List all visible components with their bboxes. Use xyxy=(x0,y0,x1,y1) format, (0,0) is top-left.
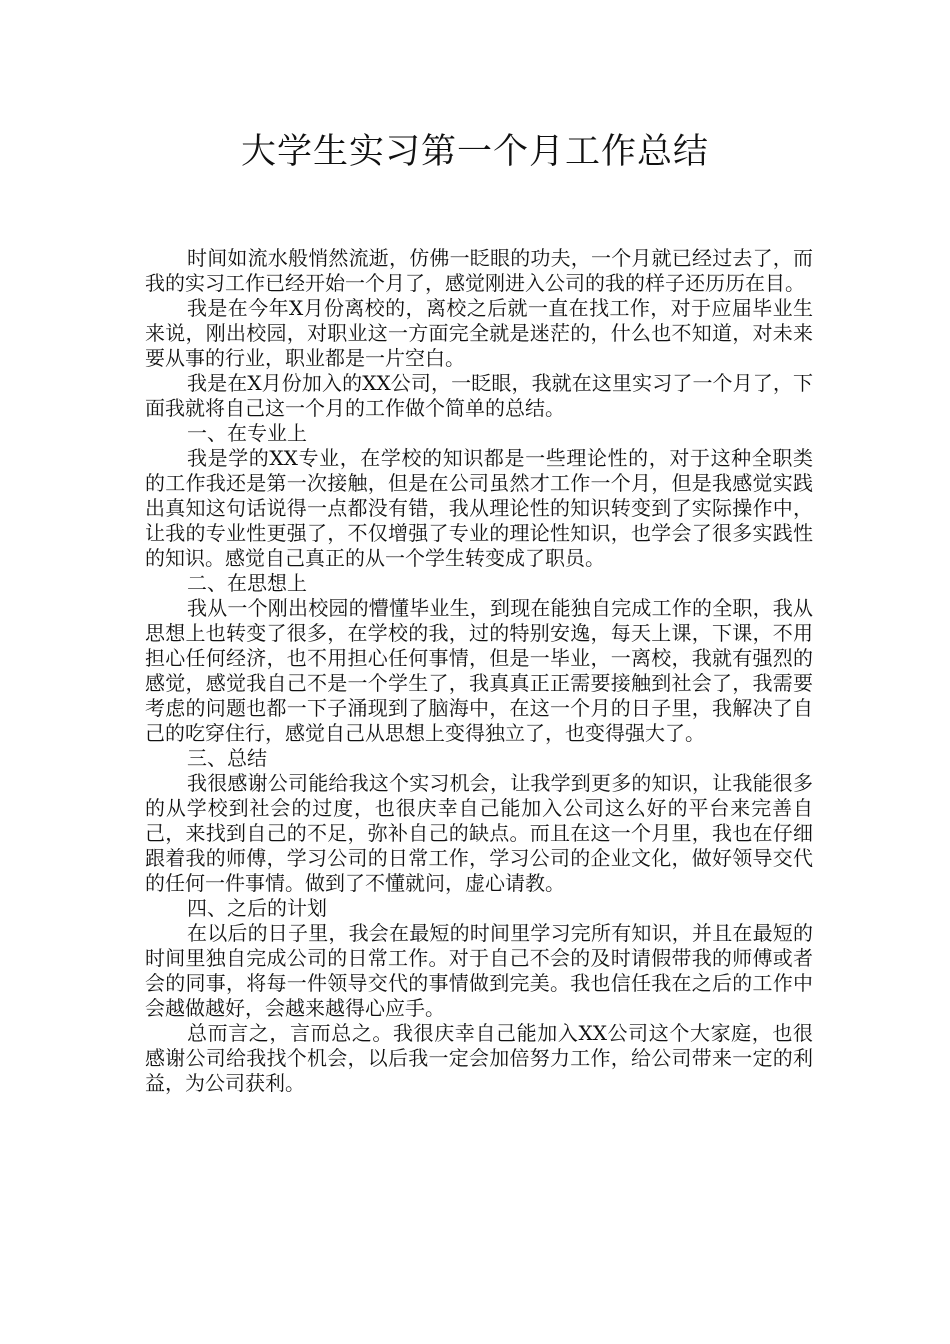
section-heading-plan: 四、之后的计划 xyxy=(187,896,327,920)
paragraph-joining: 我是在X月份加入的XX公司，一眨眼，我就在这里实习了一个月了，下面我就将自己这一个月的工作做个简单的总结。 xyxy=(145,371,813,420)
paragraph-intro: 时间如流水般悄然流逝，仿佛一眨眼的功夫，一个月就已经过去了，而我的实习工作已经开始一个月了，感觉刚进入公司的我的样子还历历在目。 xyxy=(145,246,813,295)
paragraph-conclusion: 总而言之，言而总之。我很庆幸自己能加入XX公司这个大家庭，也很感谢公司给我找个机会，以后我一定会加倍努力工作，给公司带来一定的利益，为公司获利。 xyxy=(145,1021,813,1095)
section-heading-major: 一、在专业上 xyxy=(187,421,307,445)
paragraph-major: 我是学的XX专业，在学校的知识都是一些理论性的，对于这种全职类的工作我还是第一次接触，但是在公司虽然才工作一个月，但是我感觉实践出真知这句话说得一点都没有错，我从理论性的知识转变到了实际操作中，让我的专业性更强了，不仅增强了专业的理论性知识，也学会了很多实践性的知识。感觉自己真正的从一个学生转变成了职员。 xyxy=(145,446,813,570)
paragraph-summary: 我很感谢公司能给我这个实习机会，让我学到更多的知识，让我能很多的从学校到社会的过度，也很庆幸自己能加入公司这么好的平台来完善自己，来找到自己的不足，弥补自己的缺点。而且在这一个月里，我也在仔细跟着我的师傅，学习公司的日常工作，学习公司的企业文化，做好领导交代的任何一件事情。做到了不懂就问，虚心请教。 xyxy=(145,771,813,895)
paragraph-background: 我是在今年X月份离校的，离校之后就一直在找工作，对于应届毕业生来说，刚出校园，对职业这一方面完全就是迷茫的，什么也不知道，对未来要从事的行业，职业都是一片空白。 xyxy=(145,296,813,370)
document-body xyxy=(145,246,813,1096)
paragraph-mindset: 我从一个刚出校园的懵懂毕业生，到现在能独自完成工作的全职，我从思想上也转变了很多，在学校的我，过的特别安逸，每天上课，下课，不用担心任何经济，也不用担心任何事情，但是一毕业，一离校，我就有强烈的感觉，感觉我自己不是一个学生了，我真真正正需要接触到社会了，我需要考虑的问题也都一下子涌现到了脑海中，在这一个月的日子里，我解决了自己的吃穿住行，感觉自己从思想上变得独立了，也变得强大了。 xyxy=(145,596,813,745)
paragraph-plan: 在以后的日子里，我会在最短的时间里学习完所有知识，并且在最短的时间里独自完成公司的日常工作。对于自己不会的及时请假带我的师傅或者会的同事，将每一件领导交代的事情做到完美。我也信任我在之后的工作中会越做越好，会越来越得心应手。 xyxy=(145,921,813,1020)
document-title: 大学生实习第一个月工作总结 xyxy=(240,132,709,172)
section-heading-mindset: 二、在思想上 xyxy=(187,571,307,595)
section-heading-summary: 三、总结 xyxy=(187,746,267,770)
